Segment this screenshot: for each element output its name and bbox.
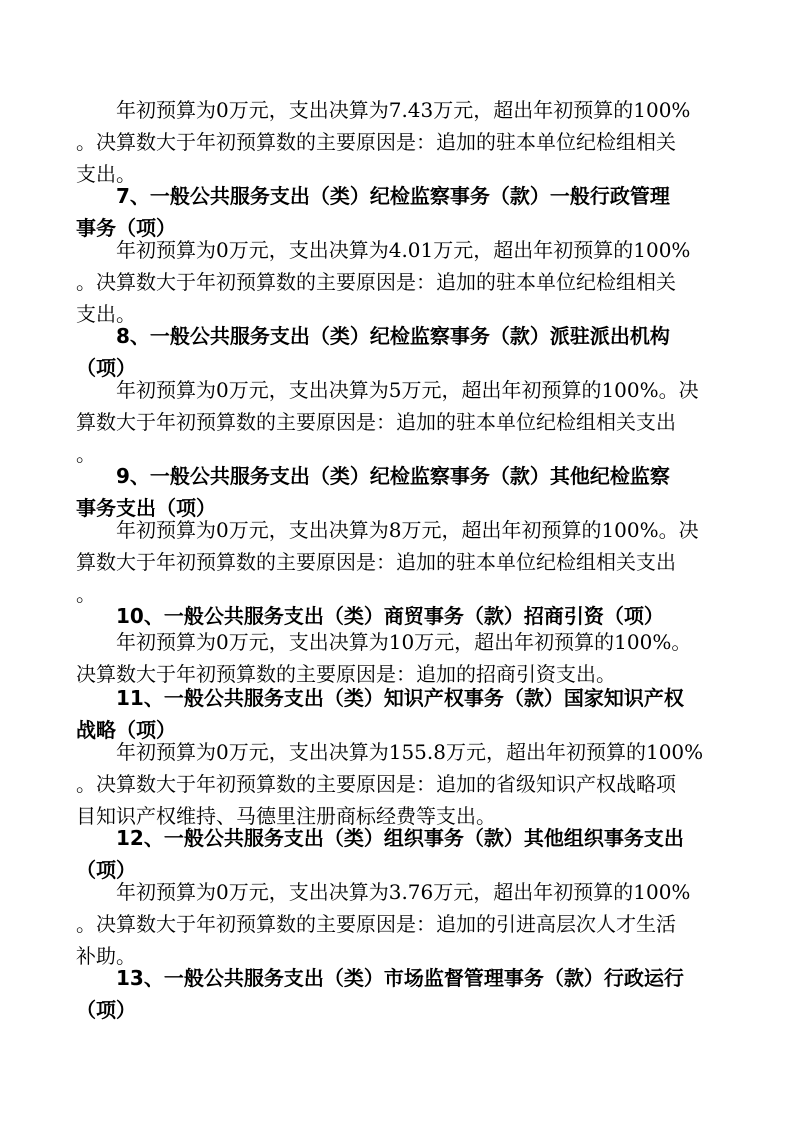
section-heading-8: 8、一般公共服务支出（类）纪检监察事务（款）派驻派出机构 （项）: [76, 324, 670, 380]
body-paragraph: 年初预算为0万元，支出决算为8万元，超出年初预算的100%。决 算数大于年初预算数的主要原因是：追加的驻本单位纪检组相关支出 。: [76, 518, 699, 606]
section-heading-10: 10、一般公共服务支出（类）商贸事务（款）招商引资（项）: [76, 604, 664, 628]
body-paragraph: 年初预算为0万元，支出决算为3.76万元，超出年初预算的100% 。决算数大于年初预算数的主要原因是：追加的引进高层次人才生活 补助。: [76, 880, 691, 968]
body-paragraph: 年初预算为0万元，支出决算为10万元，超出年初预算的100%。 决算数大于年初预算数的主要原因是：追加的招商引资支出。: [76, 630, 692, 686]
body-paragraph: 年初预算为0万元，支出决算为7.43万元，超出年初预算的100% 。决算数大于年初预算数的主要原因是：追加的驻本单位纪检组相关 支出。: [76, 98, 691, 186]
section-heading-11: 11、一般公共服务支出（类）知识产权事务（款）国家知识产权 战略（项）: [76, 686, 684, 742]
section-heading-12: 12、一般公共服务支出（类）组织事务（款）其他组织事务支出 （项）: [76, 826, 684, 882]
body-paragraph: 年初预算为0万元，支出决算为155.8万元，超出年初预算的100% 。决算数大于年初预算数的主要原因是：追加的省级知识产权战略项 目知识产权维持、马德里注册商标经费等支出。: [76, 740, 704, 828]
section-heading-13: 13、一般公共服务支出（类）市场监督管理事务（款）行政运行 （项）: [76, 966, 684, 1022]
body-paragraph: 年初预算为0万元，支出决算为5万元，超出年初预算的100%。决 算数大于年初预算数的主要原因是：追加的驻本单位纪检组相关支出 。: [76, 378, 699, 466]
body-paragraph: 年初预算为0万元，支出决算为4.01万元，超出年初预算的100% 。决算数大于年初预算数的主要原因是：追加的驻本单位纪检组相关 支出。: [76, 238, 691, 326]
section-heading-9: 9、一般公共服务支出（类）纪检监察事务（款）其他纪检监察 事务支出（项）: [76, 464, 670, 520]
section-heading-7: 7、一般公共服务支出（类）纪检监察事务（款）一般行政管理 事务（项）: [76, 184, 670, 240]
